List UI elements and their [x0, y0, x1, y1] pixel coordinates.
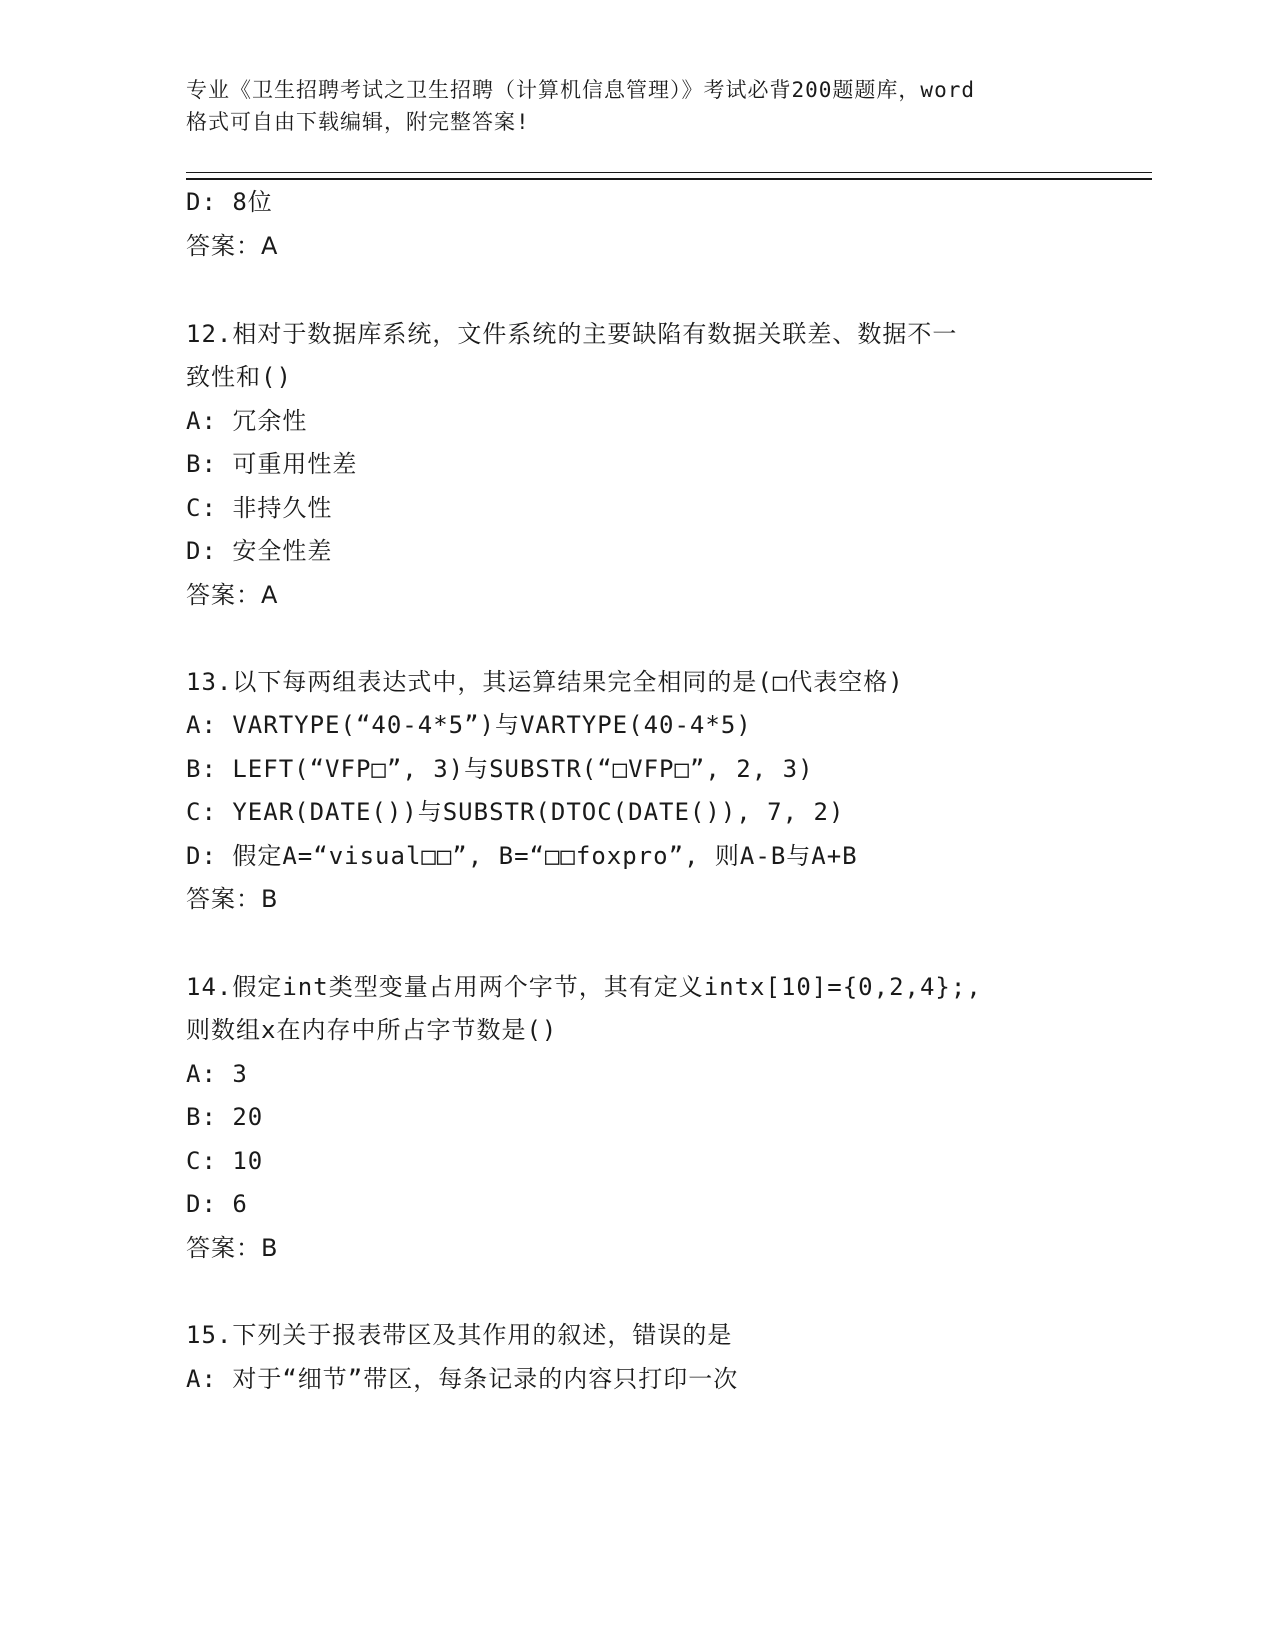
q13-option-a: A: VARTYPE(“40-4*5”)与VARTYPE(40-4*5): [186, 711, 752, 739]
q14-option-b: B: 20: [186, 1103, 264, 1131]
q12-option-d: D: 安全性差: [186, 537, 333, 565]
q11-option-d: D: 8位: [186, 188, 273, 216]
q12-stem-line-1: 12.相对于数据库系统，文件系统的主要缺陷有数据关联差、数据不一: [186, 320, 958, 348]
q13-option-b: B: LEFT(“VFP□”, 3)与SUBSTR(“□VFP□”, 2, 3): [186, 755, 814, 783]
q12-option-c: C: 非持久性: [186, 494, 333, 522]
q13-answer: 答案：B: [186, 885, 279, 913]
q13-option-c: C: YEAR(DATE())与SUBSTR(DTOC(DATE()), 7, 2): [186, 798, 845, 826]
q12-option-b: B: 可重用性差: [186, 450, 358, 478]
q12-stem-line-2: 致性和(): [186, 363, 292, 391]
q14-option-c: C: 10: [186, 1147, 264, 1175]
header-line-1: 专业《卫生招聘考试之卫生招聘（计算机信息管理）》考试必背200题题库，word: [186, 78, 975, 102]
q14-stem-line-2: 则数组x在内存中所占字节数是(): [186, 1016, 558, 1044]
q12-option-a: A: 冗余性: [186, 407, 308, 435]
q14-option-d: D: 6: [186, 1190, 248, 1218]
q12-answer: 答案：A: [186, 581, 279, 609]
q13-option-d: D: 假定A=“visual□□”, B=“□□foxpro”, 则A-B与A+B: [186, 842, 858, 870]
header-line-2: 格式可自由下载编辑，附完整答案!: [186, 110, 530, 134]
q14-answer: 答案：B: [186, 1234, 279, 1262]
q14-option-a: A: 3: [186, 1060, 248, 1088]
q11-answer: 答案：A: [186, 232, 279, 260]
q14-stem-line-1: 14.假定int类型变量占用两个字节，其有定义intx[10]={0,2,4};,: [186, 973, 982, 1001]
q15-option-a: A: 对于“细节”带区，每条记录的内容只打印一次: [186, 1365, 739, 1393]
header-rule-thin: [186, 172, 1152, 173]
document-header: [186, 74, 1086, 138]
q13-stem: 13.以下每两组表达式中，其运算结果完全相同的是(□代表空格): [186, 668, 904, 696]
header-rule-thick: [186, 178, 1152, 180]
q15-stem: 15.下列关于报表带区及其作用的叙述，错误的是: [186, 1321, 733, 1349]
